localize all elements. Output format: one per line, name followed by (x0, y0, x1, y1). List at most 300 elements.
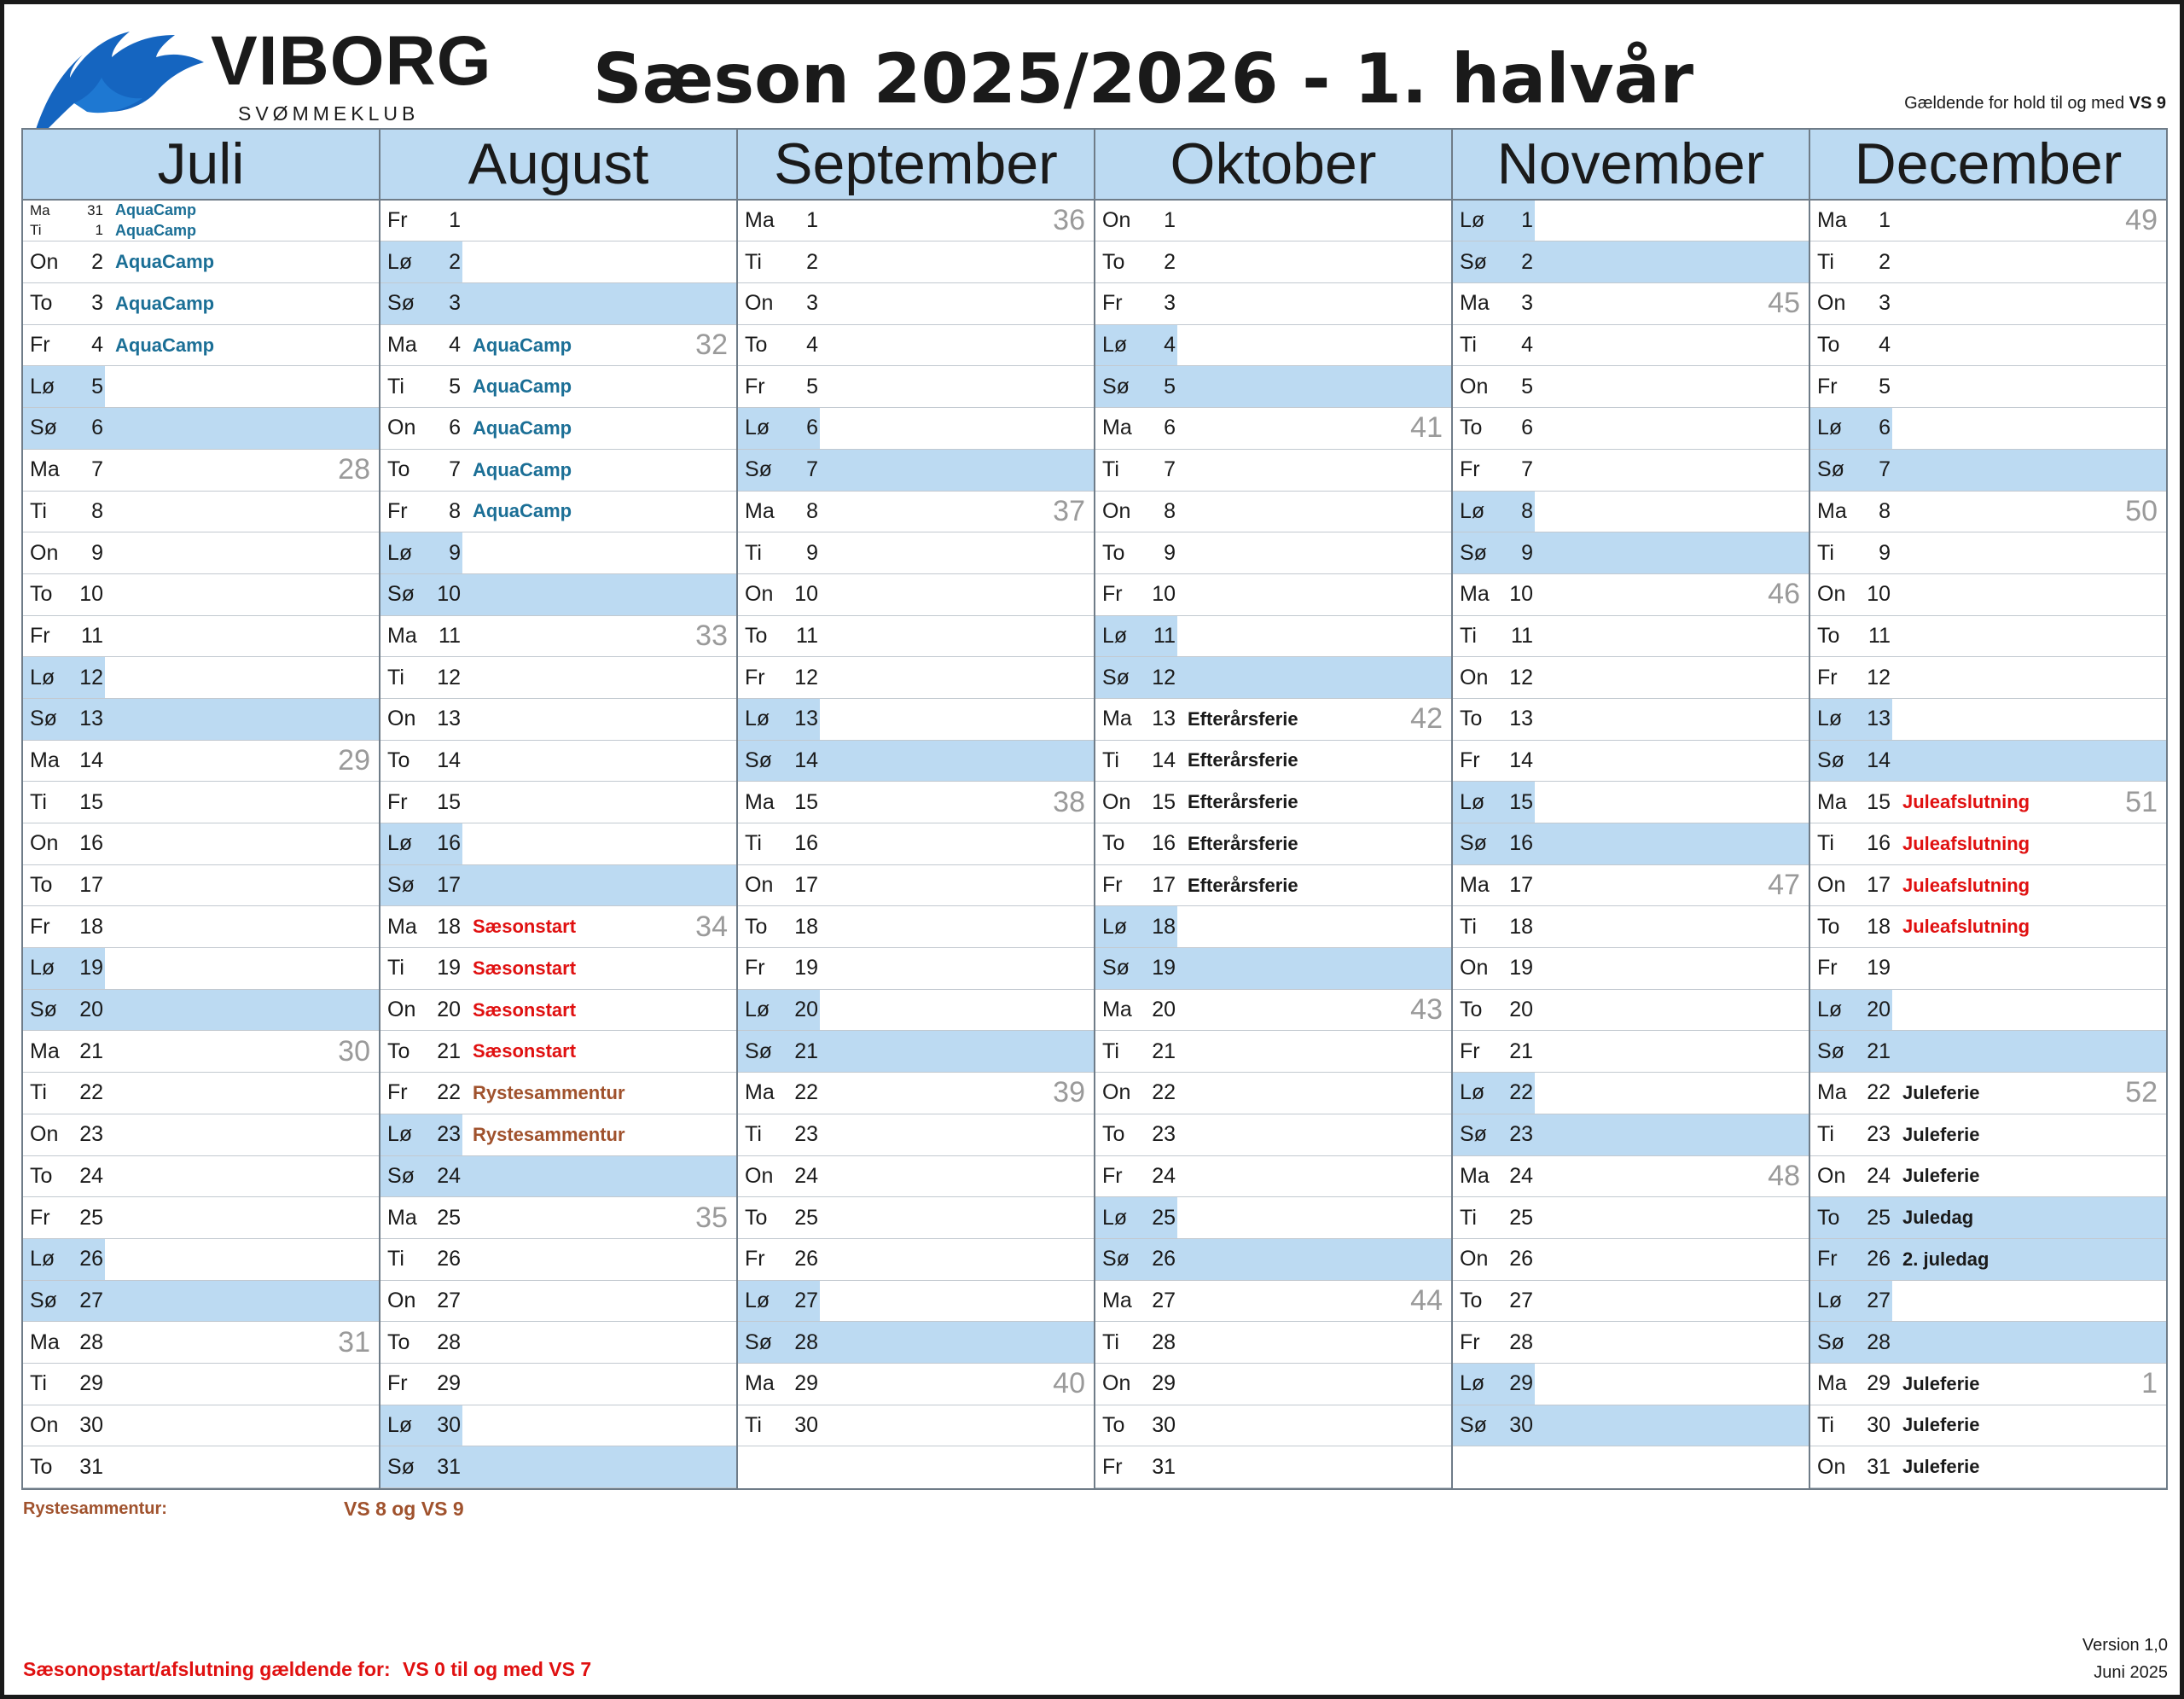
day-name: Ma (1460, 291, 1490, 316)
day-row (23, 492, 379, 533)
day-name: Sø (1102, 956, 1130, 980)
day-row (380, 325, 736, 367)
day-name: Lø (30, 374, 55, 399)
day-name: On (30, 1122, 59, 1147)
day-name: On (387, 998, 416, 1022)
day-row (23, 1405, 379, 1447)
event-label: Juleafslutning (1902, 791, 2030, 813)
day-number: 30 (794, 1412, 818, 1437)
day-number: 15 (1867, 789, 1891, 814)
day-row (1095, 283, 1451, 325)
day-name: Sø (745, 1039, 772, 1063)
day-name: Sø (1817, 457, 1844, 482)
day-row (1095, 990, 1451, 1032)
day-row (738, 325, 1094, 367)
day-number: 17 (794, 873, 818, 898)
day-row (1453, 616, 1809, 658)
event-label: Sæsonstart (473, 1040, 577, 1062)
day-name: Ma (1817, 789, 1847, 814)
day-row (23, 1446, 379, 1488)
day-number: 21 (1509, 1039, 1533, 1063)
day-number: 10 (437, 582, 461, 607)
day-name: Ti (745, 249, 762, 274)
day-number: 6 (806, 416, 818, 440)
day-number: 10 (1509, 582, 1533, 607)
day-number: 10 (1152, 582, 1176, 607)
day-name: Ti (745, 1122, 762, 1147)
week-number: 38 (1053, 785, 1085, 818)
day-name: To (1460, 416, 1483, 440)
day-row (1095, 1364, 1451, 1405)
day-number: 28 (1509, 1330, 1533, 1354)
day-row (1095, 1156, 1451, 1198)
day-name: Lø (387, 540, 413, 565)
day-name: Lø (30, 665, 55, 689)
day-name: To (1102, 249, 1125, 274)
day-number: 1 (449, 208, 461, 233)
day-number: 4 (1164, 333, 1176, 358)
day-number: 23 (1867, 1122, 1891, 1147)
day-row (1810, 241, 2166, 283)
day-number: 4 (449, 333, 461, 358)
day-row (380, 823, 736, 865)
page-title: Sæson 2025/2026 - 1. halvår (593, 39, 1694, 119)
day-row (1095, 1197, 1451, 1239)
day-row (380, 657, 736, 699)
logo-wordmark: VIBORG (211, 22, 492, 100)
day-row (1810, 492, 2166, 533)
rystesammentur-value: VS 8 og VS 9 (344, 1498, 464, 1520)
day-row (380, 241, 736, 283)
event-label: Juleafslutning (1902, 832, 2030, 854)
day-row (1453, 865, 1809, 907)
event-label: AquaCamp (473, 334, 572, 356)
validity-note-text: Gældende for hold til og med (1904, 94, 2125, 113)
day-name: Fr (745, 665, 765, 689)
day-row (23, 532, 379, 574)
day-row (380, 1281, 736, 1323)
day-row (738, 1197, 1094, 1239)
day-number: 29 (437, 1371, 461, 1396)
day-row (1453, 1031, 1809, 1073)
month-column (738, 130, 1095, 1488)
day-number: 29 (1509, 1371, 1533, 1396)
day-row (380, 1239, 736, 1281)
day-number: 11 (439, 623, 461, 648)
day-number: 28 (79, 1330, 103, 1354)
day-name: On (1102, 498, 1131, 523)
day-number: 2 (449, 249, 461, 274)
day-name: On (1460, 956, 1489, 980)
day-number: 4 (806, 333, 818, 358)
day-name: Ma (1817, 498, 1847, 523)
day-name: Lø (1102, 1205, 1128, 1230)
day-name: Sø (387, 291, 415, 316)
day-number: 22 (1867, 1080, 1891, 1105)
day-number: 2 (1164, 249, 1176, 274)
day-number: 13 (437, 707, 461, 731)
day-name: On (1102, 1080, 1131, 1105)
day-row (23, 657, 379, 699)
day-name: Sø (30, 416, 57, 440)
day-row (738, 699, 1094, 741)
day-row (1095, 201, 1451, 242)
day-number: 5 (1879, 374, 1891, 399)
day-number: 26 (1867, 1247, 1891, 1271)
day-number: 5 (806, 374, 818, 399)
day-name: To (30, 291, 53, 316)
day-row (1095, 699, 1451, 741)
event-label: Efterårsferie (1188, 832, 1298, 854)
day-name: Ti (1460, 623, 1477, 648)
month-header: December (1810, 130, 2166, 201)
season-note (23, 1658, 591, 1681)
week-number: 46 (1768, 578, 1800, 611)
day-number: 7 (806, 457, 818, 482)
day-number: 7 (91, 457, 103, 482)
day-name: On (387, 416, 416, 440)
day-name: Ti (1817, 1412, 1834, 1437)
day-name: Ti (1102, 1330, 1119, 1354)
day-list (1453, 201, 1809, 1488)
day-name: On (745, 582, 774, 607)
validity-note-team: VS 9 (2129, 94, 2166, 113)
day-name: To (30, 873, 53, 898)
day-name: Ma (30, 748, 60, 772)
day-row (1095, 948, 1451, 990)
day-name: To (387, 1039, 410, 1063)
day-name: Sø (1817, 748, 1844, 772)
day-row (1095, 865, 1451, 907)
day-number: 19 (1509, 956, 1533, 980)
day-name: Lø (1102, 333, 1128, 358)
event-label: Sæsonstart (473, 957, 577, 979)
day-row (1453, 741, 1809, 783)
day-number: 7 (1164, 457, 1176, 482)
week-number: 39 (1053, 1076, 1085, 1109)
day-number: 1 (95, 222, 103, 239)
day-number: 25 (79, 1205, 103, 1230)
event-label: Efterårsferie (1188, 749, 1298, 771)
day-name: On (1817, 291, 1846, 316)
day-name: To (1460, 998, 1483, 1022)
day-number: 8 (91, 498, 103, 523)
day-number: 8 (1164, 498, 1176, 523)
day-row (1095, 823, 1451, 865)
day-number: 1 (806, 208, 818, 233)
day-row (1453, 241, 1809, 283)
day-row (738, 1446, 1094, 1488)
day-name: Fr (387, 1371, 408, 1396)
day-row (23, 1322, 379, 1364)
day-name: Sø (1102, 374, 1130, 399)
day-number: 7 (449, 457, 461, 482)
day-row (380, 948, 736, 990)
day-number: 24 (79, 1163, 103, 1188)
day-row (380, 450, 736, 492)
day-name: Fr (745, 1247, 765, 1271)
day-number: 30 (1152, 1412, 1176, 1437)
day-row (1810, 865, 2166, 907)
day-number: 12 (1152, 665, 1176, 689)
day-name: Lø (745, 1288, 770, 1312)
day-row (23, 1239, 379, 1281)
day-name: Ma (1817, 1371, 1847, 1396)
day-number: 17 (79, 873, 103, 898)
day-row (738, 657, 1094, 699)
day-number: 24 (1152, 1163, 1176, 1188)
day-name: Ti (745, 1412, 762, 1437)
day-row (738, 366, 1094, 408)
day-row (1453, 1156, 1809, 1198)
day-row (1095, 906, 1451, 948)
day-name: Sø (387, 582, 415, 607)
day-number: 6 (449, 416, 461, 440)
day-number: 20 (79, 998, 103, 1022)
day-name: Ma (387, 914, 417, 939)
day-name: To (1102, 831, 1125, 856)
day-row (1810, 450, 2166, 492)
day-row (738, 1364, 1094, 1405)
day-number: 8 (1879, 498, 1891, 523)
day-number: 3 (806, 291, 818, 316)
day-name: To (30, 1163, 53, 1188)
day-name: Ti (30, 1080, 47, 1105)
day-number: 11 (1868, 623, 1891, 648)
day-row (738, 408, 1094, 450)
day-row (380, 1446, 736, 1488)
day-row (1810, 823, 2166, 865)
month-header: Juli (23, 130, 379, 201)
week-number: 1 (2141, 1367, 2158, 1400)
day-name: Lø (1817, 416, 1843, 440)
event-label: Juleferie (1902, 1456, 1980, 1478)
day-row (23, 782, 379, 823)
day-name: Fr (1460, 1330, 1480, 1354)
day-row (1810, 1281, 2166, 1323)
event-label: Juleferie (1902, 1414, 1980, 1436)
day-name: Fr (30, 1205, 50, 1230)
day-name: Ma (1460, 1163, 1490, 1188)
day-number: 16 (1867, 831, 1891, 856)
day-number: 22 (1152, 1080, 1176, 1105)
day-list (23, 201, 379, 1488)
day-name: Fr (387, 498, 408, 523)
day-name: On (30, 831, 59, 856)
day-number: 23 (794, 1122, 818, 1147)
day-row (1095, 1405, 1451, 1447)
event-label: Juleferie (1902, 1372, 1980, 1394)
day-name: Fr (387, 208, 408, 233)
day-name: Ma (745, 1080, 775, 1105)
day-row (738, 906, 1094, 948)
event-label: AquaCamp (115, 221, 197, 239)
day-number: 11 (81, 623, 103, 648)
week-number: 31 (338, 1325, 370, 1359)
day-row (380, 283, 736, 325)
day-number: 24 (794, 1163, 818, 1188)
day-name: Ma (1102, 1288, 1132, 1312)
day-row (1095, 1073, 1451, 1114)
day-row (380, 492, 736, 533)
day-row (1453, 1364, 1809, 1405)
day-row (1095, 492, 1451, 533)
day-row (1095, 1031, 1451, 1073)
event-label: Juleafslutning (1902, 916, 2030, 938)
day-row (1810, 1073, 2166, 1114)
day-name: Fr (1817, 956, 1838, 980)
day-row (23, 906, 379, 948)
day-row (23, 865, 379, 907)
event-label: AquaCamp (473, 416, 572, 439)
day-row (23, 241, 379, 283)
day-number: 22 (794, 1080, 818, 1105)
day-row (738, 1281, 1094, 1323)
day-number: 6 (1521, 416, 1533, 440)
day-row (1453, 782, 1809, 823)
day-name: Fr (745, 956, 765, 980)
day-name: Ma (30, 201, 50, 218)
day-name: To (1102, 1122, 1125, 1147)
day-number: 30 (79, 1412, 103, 1437)
day-name: Lø (1460, 498, 1485, 523)
day-number: 19 (794, 956, 818, 980)
day-row (380, 741, 736, 783)
day-name: Ti (1460, 1205, 1477, 1230)
day-name: On (745, 873, 774, 898)
day-row (1453, 1114, 1809, 1156)
event-label: Rystesammentur (473, 1081, 625, 1103)
day-number: 3 (1879, 291, 1891, 316)
day-number: 10 (79, 582, 103, 607)
day-name: Sø (745, 457, 772, 482)
day-name: Ti (1817, 831, 1834, 856)
day-name: Ti (30, 789, 47, 814)
day-name: Ma (30, 1039, 60, 1063)
day-number: 15 (794, 789, 818, 814)
day-number: 16 (1152, 831, 1176, 856)
day-row (1453, 532, 1809, 574)
day-row (1453, 1239, 1809, 1281)
event-label: Rystesammentur (473, 1123, 625, 1145)
version-label: Version 1,0 (2082, 1636, 2168, 1655)
day-name: Ti (1102, 748, 1119, 772)
week-number: 33 (695, 619, 728, 652)
day-row (1095, 741, 1451, 783)
day-name: Lø (1460, 789, 1485, 814)
week-number: 34 (695, 910, 728, 943)
day-row (380, 1405, 736, 1447)
day-number: 2 (1521, 249, 1533, 274)
day-row (23, 325, 379, 367)
day-number: 31 (87, 201, 103, 218)
day-row (1453, 325, 1809, 367)
day-row (23, 616, 379, 658)
event-label: Sæsonstart (473, 998, 577, 1021)
day-number: 21 (1867, 1039, 1891, 1063)
day-name: On (1817, 1163, 1846, 1188)
day-name: Ti (1817, 1122, 1834, 1147)
day-number: 2 (806, 249, 818, 274)
day-name: Ti (387, 1247, 404, 1271)
day-number: 9 (1879, 540, 1891, 565)
day-name: Ma (1102, 707, 1132, 731)
day-name: Ti (1102, 1039, 1119, 1063)
month-header: November (1453, 130, 1809, 201)
day-name: To (1817, 623, 1840, 648)
week-number: 50 (2125, 494, 2158, 527)
day-number: 22 (1509, 1080, 1533, 1105)
event-label: 2. juledag (1902, 1248, 1989, 1270)
day-row (1453, 948, 1809, 990)
day-row (1095, 1281, 1451, 1323)
day-name: Lø (30, 956, 55, 980)
day-number: 14 (1867, 748, 1891, 772)
day-number: 13 (1152, 707, 1176, 731)
day-number: 16 (79, 831, 103, 856)
day-number: 14 (1509, 748, 1533, 772)
day-number: 30 (1867, 1412, 1891, 1437)
day-number: 27 (79, 1288, 103, 1312)
day-name: On (30, 540, 59, 565)
day-row (738, 450, 1094, 492)
day-name: Lø (1817, 707, 1843, 731)
day-name: To (745, 333, 768, 358)
day-name: Sø (1460, 1122, 1487, 1147)
day-list (380, 201, 736, 1488)
day-row (1810, 1446, 2166, 1488)
day-number: 9 (806, 540, 818, 565)
day-row (738, 616, 1094, 658)
day-number: 17 (1152, 873, 1176, 898)
day-subrow (23, 221, 379, 241)
day-number: 11 (796, 623, 818, 648)
day-number: 23 (79, 1122, 103, 1147)
validity-note (1904, 95, 2166, 112)
day-name: Ti (1817, 249, 1834, 274)
day-name: Ma (1102, 998, 1132, 1022)
day-number: 26 (1152, 1247, 1176, 1271)
day-number: 2 (91, 249, 103, 274)
day-row (380, 616, 736, 658)
day-name: Ma (387, 333, 417, 358)
day-row (1810, 699, 2166, 741)
day-number: 9 (91, 540, 103, 565)
event-label: AquaCamp (473, 375, 572, 398)
day-number: 17 (437, 873, 461, 898)
day-row (23, 574, 379, 616)
week-number: 28 (338, 453, 370, 486)
day-row (1810, 1031, 2166, 1073)
day-row (23, 699, 379, 741)
day-number: 23 (437, 1122, 461, 1147)
day-name: Fr (387, 1080, 408, 1105)
day-name: To (1817, 1205, 1840, 1230)
day-number: 8 (1521, 498, 1533, 523)
day-row (380, 408, 736, 450)
day-row (1810, 1405, 2166, 1447)
day-row (1453, 492, 1809, 533)
day-row (23, 408, 379, 450)
event-label: AquaCamp (115, 201, 197, 219)
day-name: Lø (1817, 998, 1843, 1022)
day-name: Lø (745, 998, 770, 1022)
day-number: 26 (437, 1247, 461, 1271)
day-number: 19 (79, 956, 103, 980)
day-row (1453, 1073, 1809, 1114)
day-name: Sø (1460, 831, 1487, 856)
day-name: Ti (1817, 540, 1834, 565)
